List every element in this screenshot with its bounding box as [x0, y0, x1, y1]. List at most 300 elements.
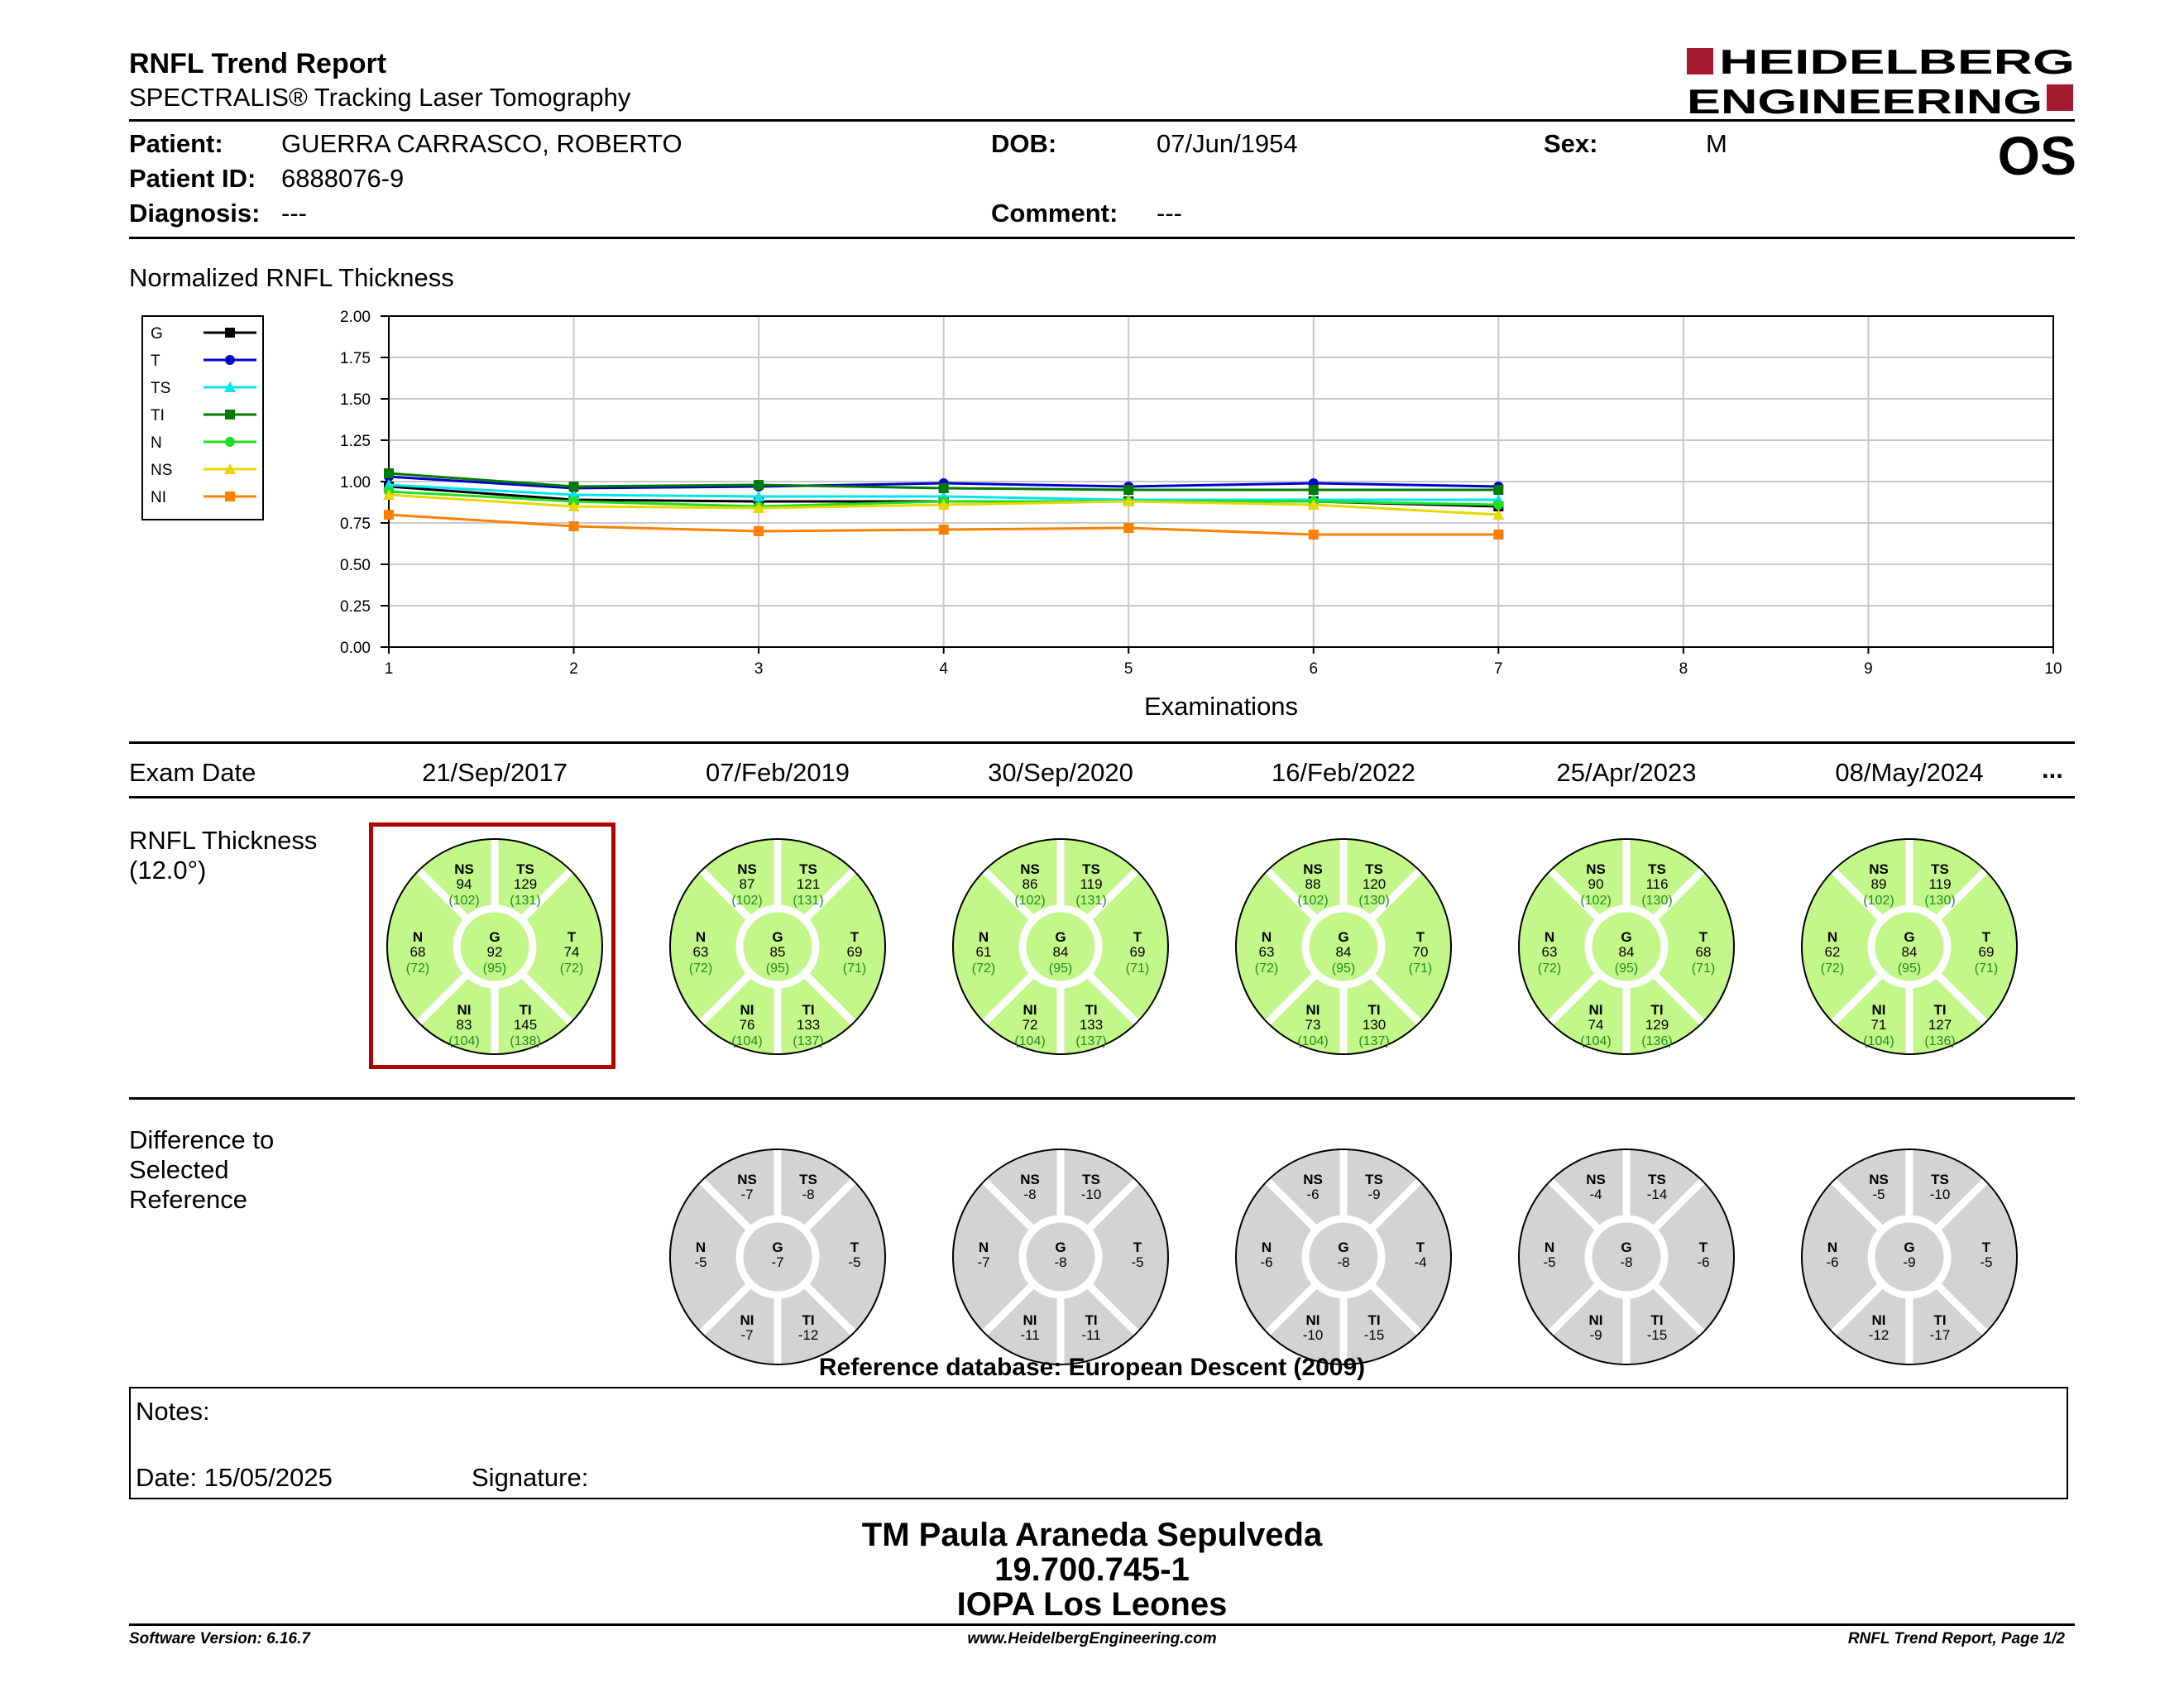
sector-n — [977, 1240, 989, 1270]
sector-value: 69 — [1129, 944, 1146, 960]
sector-value: -9 — [1903, 1254, 1916, 1270]
sector-value: 85 — [769, 944, 786, 960]
rnfl-trend-chart — [124, 298, 2076, 720]
sector-reference-value: (72) — [1254, 961, 1279, 976]
sector-value: 63 — [1258, 944, 1275, 960]
sector-value: -5 — [694, 1254, 707, 1270]
sector-value: -7 — [771, 1254, 784, 1270]
thickness-angle-label: (12.0°) — [129, 856, 207, 885]
sector-value: 133 — [796, 1017, 821, 1033]
x-tick-label: 8 — [1679, 660, 1688, 678]
y-tick-label: 0.50 — [340, 557, 371, 574]
data-point-ti — [1123, 485, 1133, 495]
data-point-ti — [754, 480, 764, 490]
chart-divider — [129, 741, 2075, 744]
sector-label: N — [695, 929, 706, 945]
sector-reference-value: (95) — [482, 961, 507, 976]
thickness-divider — [129, 1097, 2075, 1100]
sector-label: N — [1544, 1240, 1555, 1255]
sector-label: NI — [1023, 1312, 1037, 1328]
sector-reference-value: (102) — [1014, 894, 1046, 908]
legend-label: NI — [151, 489, 166, 506]
difference-disc-3[interactable] — [1232, 1145, 1455, 1369]
y-tick-label: 1.00 — [340, 474, 371, 492]
sector-label: TS — [799, 1172, 817, 1187]
sector-reference-value: (130) — [1924, 894, 1956, 908]
dob-value: 07/Jun/1954 — [1157, 129, 1298, 158]
sector-value: -10 — [1080, 1187, 1102, 1202]
footer-page-number: RNFL Trend Report, Page 1/2 — [1847, 1630, 2065, 1647]
sector-value: -15 — [1363, 1327, 1385, 1343]
sector-value: 84 — [1901, 944, 1918, 960]
sector-value: -6 — [1306, 1187, 1320, 1202]
sector-label: TI — [802, 1312, 815, 1328]
sex-value: M — [1706, 129, 1727, 158]
sector-value: 119 — [1928, 876, 1952, 892]
sector-label: TS — [516, 861, 534, 877]
sector-value: 63 — [692, 944, 709, 960]
diff-label-2: Selected — [129, 1155, 229, 1184]
sector-g — [1054, 1240, 1066, 1270]
data-point-ti — [384, 468, 394, 478]
sector-reference-value: (95) — [1614, 961, 1639, 976]
sector-value: 88 — [1305, 876, 1321, 892]
sector-label: NI — [457, 1002, 472, 1018]
comment-label: Comment: — [991, 199, 1118, 228]
sector-value: 68 — [1695, 944, 1712, 960]
y-tick-label: 1.25 — [340, 433, 371, 450]
sector-value: 120 — [1362, 876, 1387, 892]
sector-value: 74 — [1588, 1017, 1604, 1033]
footer-website[interactable]: www.HeidelbergEngineering.com — [967, 1630, 1217, 1647]
sector-label: TS — [1648, 1172, 1666, 1187]
patient-id-label: Patient ID: — [129, 164, 256, 193]
y-tick-label: 0.00 — [340, 640, 371, 657]
sector-label: TS — [1365, 1172, 1383, 1187]
sector-n — [694, 1240, 706, 1270]
sector-label: G — [1338, 1240, 1349, 1255]
logo-line2: ENGINEERING — [1687, 82, 2043, 119]
sector-reference-value: (95) — [765, 961, 790, 976]
sector-label: TI — [1367, 1002, 1381, 1018]
sector-label: T — [850, 1240, 860, 1255]
x-tick-label: 10 — [2044, 660, 2062, 678]
sector-value: 89 — [1870, 876, 1887, 892]
diagnosis-label: Diagnosis: — [129, 199, 261, 228]
dates-divider — [129, 796, 2075, 798]
sector-label: T — [1981, 1240, 1991, 1255]
data-point-ti — [939, 483, 949, 493]
legend-marker — [225, 437, 235, 447]
thickness-disc-5[interactable] — [1515, 835, 1738, 1058]
legend-marker — [225, 355, 235, 365]
data-point-ni — [1309, 530, 1319, 539]
sector-reference-value: (131) — [793, 894, 824, 908]
sector-label: G — [1055, 929, 1066, 945]
sector-value: -6 — [1697, 1254, 1710, 1270]
data-point-ni — [754, 526, 764, 536]
thickness-disc-1[interactable] — [383, 835, 606, 1058]
sector-g — [771, 1240, 783, 1270]
chart-title: Normalized RNFL Thickness — [129, 263, 454, 292]
sector-label: TI — [802, 1002, 815, 1018]
reference-database: Reference database: European Descent (2009) — [818, 1354, 1366, 1381]
sector-value: -12 — [1868, 1327, 1889, 1343]
legend-label: G — [151, 325, 163, 343]
sector-value: -5 — [1131, 1254, 1144, 1270]
sector-value: 83 — [456, 1017, 472, 1033]
exam-date[interactable]: 08/May/2024 — [1835, 758, 1984, 787]
notes-date: Date: 15/05/2025 — [136, 1463, 333, 1492]
sector-value: -4 — [1414, 1254, 1427, 1270]
sector-label: NS — [454, 861, 474, 877]
sector-reference-value: (104) — [1863, 1034, 1894, 1048]
sector-reference-value: (95) — [1331, 961, 1356, 976]
sector-reference-value: (71) — [842, 961, 867, 976]
sector-label: NI — [1305, 1312, 1320, 1328]
data-point-ni — [569, 521, 579, 531]
sector-label: TI — [1085, 1312, 1098, 1328]
signature-label: Signature: — [472, 1463, 589, 1492]
difference-disc-5[interactable] — [1798, 1145, 2021, 1369]
sector-label: NI — [740, 1312, 754, 1328]
sector-label: N — [1827, 929, 1838, 945]
data-point-ti — [569, 482, 579, 492]
x-tick-label: 4 — [939, 660, 948, 678]
sector-reference-value: (131) — [510, 894, 541, 908]
header-divider — [129, 119, 2075, 122]
sector-reference-value: (104) — [1297, 1034, 1329, 1048]
x-tick-label: 9 — [1864, 660, 1873, 678]
sector-label: TI — [1650, 1002, 1664, 1018]
sector-label: NI — [1305, 1002, 1320, 1018]
sector-value: -5 — [848, 1254, 861, 1270]
sector-value: 127 — [1928, 1017, 1952, 1033]
patient-id: 6888076-9 — [281, 164, 405, 193]
patient-name: GUERRA CARRASCO, ROBERTO — [281, 129, 682, 158]
sector-ni — [1020, 1312, 1039, 1343]
sector-n — [1260, 1240, 1272, 1270]
sector-value: 145 — [513, 1017, 538, 1033]
heidelberg-logo — [1684, 43, 2076, 119]
data-point-ni — [1493, 530, 1503, 539]
sector-n — [1543, 1240, 1555, 1270]
sector-ts — [1930, 1172, 1951, 1202]
sector-value: -17 — [1929, 1327, 1951, 1343]
sector-reference-value: (72) — [971, 961, 996, 976]
sector-reference-value: (102) — [448, 894, 480, 908]
difference-disc-4[interactable] — [1515, 1145, 1738, 1369]
sector-g — [1337, 1240, 1349, 1270]
stamp-id: 19.700.745-1 — [994, 1551, 1190, 1588]
x-tick-label: 5 — [1123, 660, 1133, 678]
sector-reference-value: (71) — [1125, 961, 1150, 976]
legend-label: N — [151, 434, 162, 452]
sector-label: G — [1621, 1240, 1632, 1255]
sector-value: -5 — [1872, 1187, 1885, 1202]
sector-label: N — [695, 1240, 706, 1255]
sector-value: 116 — [1645, 876, 1669, 892]
thickness-label: RNFL Thickness — [129, 826, 318, 855]
sector-reference-value: (72) — [1537, 961, 1562, 976]
sector-g — [1903, 1240, 1915, 1270]
more-exams-indicator[interactable]: ... — [2042, 755, 2063, 784]
sector-reference-value: (71) — [1691, 961, 1716, 976]
report-subtitle: SPECTRALIS® Tracking Laser Tomography — [129, 83, 631, 112]
thickness-disc-6[interactable] — [1798, 835, 2021, 1058]
sector-label: NS — [737, 1172, 757, 1187]
sector-label: TS — [1648, 861, 1666, 877]
sector-label: T — [1133, 1240, 1142, 1255]
comment-value: --- — [1157, 199, 1182, 228]
sector-value: 69 — [846, 944, 863, 960]
sector-value: 86 — [1022, 876, 1038, 892]
sector-reference-value: (102) — [1863, 894, 1894, 908]
sector-label: N — [412, 929, 424, 945]
exam-date[interactable]: 21/Sep/2017 — [422, 758, 568, 787]
sector-label: N — [1544, 929, 1555, 945]
sector-ni — [740, 1312, 754, 1343]
sector-value: -7 — [740, 1327, 754, 1343]
sector-label: TI — [519, 1002, 532, 1018]
sector-value: 73 — [1305, 1017, 1321, 1033]
footer-software-version: Software Version: 6.16.7 — [129, 1630, 310, 1647]
sector-label: TI — [1933, 1312, 1947, 1328]
sector-value: 70 — [1412, 944, 1429, 960]
sector-reference-value: (95) — [1897, 961, 1922, 976]
difference-disc-1[interactable] — [666, 1145, 889, 1369]
sector-label: TI — [1650, 1312, 1664, 1328]
sector-label: N — [1827, 1240, 1838, 1255]
y-tick-label: 1.50 — [340, 391, 371, 409]
sector-label: NI — [740, 1002, 754, 1018]
sector-g — [1620, 1240, 1632, 1270]
sector-reference-value: (131) — [1075, 894, 1107, 908]
signature-stamp — [0, 1518, 2184, 1622]
exam-date[interactable]: 30/Sep/2020 — [988, 758, 1133, 787]
sector-value: -7 — [977, 1254, 990, 1270]
diagnosis-value: --- — [281, 199, 307, 228]
sector-value: -5 — [1543, 1254, 1556, 1270]
sector-value: 84 — [1618, 944, 1635, 960]
sector-value: -10 — [1302, 1327, 1324, 1343]
legend-marker — [225, 328, 235, 338]
sector-value: 76 — [739, 1017, 755, 1033]
sector-reference-value: (136) — [1641, 1034, 1673, 1048]
exam-date[interactable]: 07/Feb/2019 — [705, 758, 850, 787]
sex-label: Sex: — [1544, 129, 1598, 158]
report-title: RNFL Trend Report — [129, 48, 387, 79]
sector-label: TS — [1082, 1172, 1100, 1187]
sector-label: G — [1904, 929, 1915, 945]
sector-value: -8 — [1054, 1254, 1067, 1270]
thickness-disc-2[interactable] — [666, 835, 889, 1058]
sector-label: NS — [1020, 1172, 1040, 1187]
thickness-disc-4[interactable] — [1232, 835, 1455, 1058]
legend-label: NS — [151, 462, 173, 479]
exam-date[interactable]: 25/Apr/2023 — [1556, 758, 1697, 787]
sector-label: NS — [1303, 861, 1323, 877]
sector-value: 121 — [796, 876, 821, 892]
sector-reference-value: (104) — [1014, 1034, 1046, 1048]
diff-label-3: Reference — [129, 1185, 248, 1214]
sector-label: G — [772, 1240, 783, 1255]
sector-value: -10 — [1929, 1187, 1951, 1202]
sector-reference-value: (104) — [1580, 1034, 1612, 1048]
sector-label: NI — [1023, 1002, 1037, 1018]
sector-label: T — [1415, 929, 1425, 945]
sector-label: NI — [1871, 1002, 1886, 1018]
y-tick-label: 2.00 — [340, 309, 371, 326]
sector-value: 90 — [1588, 876, 1604, 892]
sector-value: 130 — [1362, 1017, 1387, 1033]
data-point-ni — [384, 510, 394, 520]
thickness-disc-3[interactable] — [949, 835, 1172, 1058]
eye-indicator: OS — [1997, 125, 2076, 186]
x-tick-label: 1 — [384, 660, 394, 678]
sector-value: 84 — [1052, 944, 1069, 960]
sector-value: -6 — [1260, 1254, 1273, 1270]
sector-label: N — [1261, 1240, 1272, 1255]
sector-value: 71 — [1870, 1017, 1887, 1033]
y-tick-label: 0.75 — [340, 516, 371, 533]
sector-label: TS — [1931, 861, 1949, 877]
sector-value: -5 — [1980, 1254, 1993, 1270]
sector-reference-value: (104) — [448, 1034, 480, 1048]
data-point-ni — [939, 525, 949, 535]
patient-label: Patient: — [129, 129, 223, 158]
sector-value: 84 — [1335, 944, 1352, 960]
x-tick-label: 7 — [1494, 660, 1503, 678]
sector-reference-value: (71) — [1974, 961, 1999, 976]
sector-label: NS — [1869, 861, 1889, 877]
sector-value: -14 — [1646, 1187, 1668, 1202]
sector-reference-value: (136) — [1924, 1034, 1956, 1048]
sector-label: NS — [1020, 861, 1040, 877]
sector-reference-value: (72) — [688, 961, 713, 976]
sector-value: -7 — [740, 1187, 754, 1202]
legend-label: T — [151, 352, 160, 370]
sector-reference-value: (138) — [510, 1034, 541, 1048]
sector-value: -15 — [1646, 1327, 1668, 1343]
sector-value: -6 — [1826, 1254, 1839, 1270]
sector-reference-value: (130) — [1358, 894, 1390, 908]
sector-value: 92 — [486, 944, 503, 960]
sector-label: T — [1133, 929, 1142, 945]
sector-label: T — [1698, 1240, 1708, 1255]
sector-label: G — [1338, 929, 1349, 945]
sector-label: TS — [1931, 1172, 1949, 1187]
sector-value: 68 — [410, 944, 426, 960]
sector-ni — [1589, 1312, 1603, 1343]
sector-label: NI — [1588, 1002, 1603, 1018]
sector-value: -8 — [802, 1187, 815, 1202]
sector-label: NS — [737, 861, 757, 877]
sector-value: 133 — [1079, 1017, 1104, 1033]
data-point-ni — [1123, 523, 1133, 533]
sector-n — [1826, 1240, 1838, 1270]
x-tick-label: 2 — [569, 660, 578, 678]
sector-label: NS — [1869, 1172, 1889, 1187]
logo-line1: HEIDELBERG — [1719, 43, 2075, 81]
sector-label: NS — [1586, 1172, 1606, 1187]
sector-value: -11 — [1081, 1327, 1101, 1343]
sector-label: TI — [1085, 1002, 1098, 1018]
notes-box[interactable] — [129, 1387, 2068, 1499]
sector-value: 62 — [1824, 944, 1841, 960]
sector-reference-value: (137) — [1075, 1034, 1107, 1048]
legend-marker — [225, 410, 235, 420]
sector-label: TS — [1082, 861, 1100, 877]
sector-reference-value: (72) — [405, 961, 430, 976]
sector-label: TI — [1933, 1002, 1947, 1018]
sector-reference-value: (72) — [1820, 961, 1845, 976]
sector-reference-value: (102) — [1297, 894, 1329, 908]
data-point-ti — [1493, 485, 1503, 495]
sector-label: TS — [799, 861, 817, 877]
sector-reference-value: (72) — [559, 961, 584, 976]
sector-value: 87 — [739, 876, 755, 892]
exam-date-label: Exam Date — [129, 758, 256, 787]
sector-label: T — [567, 929, 577, 945]
sector-reference-value: (137) — [1358, 1034, 1390, 1048]
sector-label: N — [1261, 929, 1272, 945]
sector-value: 69 — [1978, 944, 1995, 960]
x-tick-label: 6 — [1309, 660, 1319, 678]
sector-label: T — [850, 929, 860, 945]
difference-disc-2[interactable] — [949, 1145, 1172, 1369]
sector-label: NI — [1588, 1312, 1603, 1328]
sector-label: N — [978, 929, 989, 945]
sector-reference-value: (104) — [731, 1034, 763, 1048]
sector-value: -8 — [1337, 1254, 1350, 1270]
sector-label: G — [1904, 1240, 1915, 1255]
stamp-name: TM Paula Araneda Sepulveda — [861, 1517, 1323, 1553]
sector-label: TS — [1365, 861, 1383, 877]
sector-reference-value: (102) — [731, 894, 763, 908]
sector-label: NS — [1586, 861, 1606, 877]
sector-label: T — [1415, 1240, 1425, 1255]
sector-reference-value: (71) — [1408, 961, 1433, 976]
sector-reference-value: (95) — [1048, 961, 1073, 976]
sector-value: 119 — [1080, 876, 1103, 892]
footer-divider — [129, 1623, 2075, 1626]
sector-label: T — [1698, 929, 1708, 945]
sector-value: 129 — [1645, 1017, 1669, 1033]
sector-ts — [1647, 1172, 1668, 1202]
data-point-ti — [1309, 485, 1319, 495]
legend-label: TS — [151, 380, 171, 397]
dob-label: DOB: — [991, 129, 1057, 158]
sector-label: G — [1621, 929, 1632, 945]
sector-value: -4 — [1589, 1187, 1602, 1202]
sector-value: -11 — [1020, 1327, 1040, 1343]
data-point-n — [1493, 500, 1503, 510]
sector-label: N — [978, 1240, 989, 1255]
legend-marker — [225, 492, 235, 501]
sector-label: G — [772, 929, 783, 945]
exam-date[interactable]: 16/Feb/2022 — [1271, 758, 1416, 787]
y-tick-label: 0.25 — [340, 598, 371, 616]
sector-label: NS — [1303, 1172, 1323, 1187]
sector-reference-value: (130) — [1641, 894, 1673, 908]
sector-label: G — [489, 929, 500, 945]
sector-ts — [1081, 1172, 1102, 1202]
sector-value: -9 — [1589, 1327, 1602, 1343]
sector-value: 63 — [1541, 944, 1558, 960]
diff-label-1: Difference to — [129, 1125, 275, 1154]
x-axis-label: Examinations — [1143, 692, 1299, 720]
